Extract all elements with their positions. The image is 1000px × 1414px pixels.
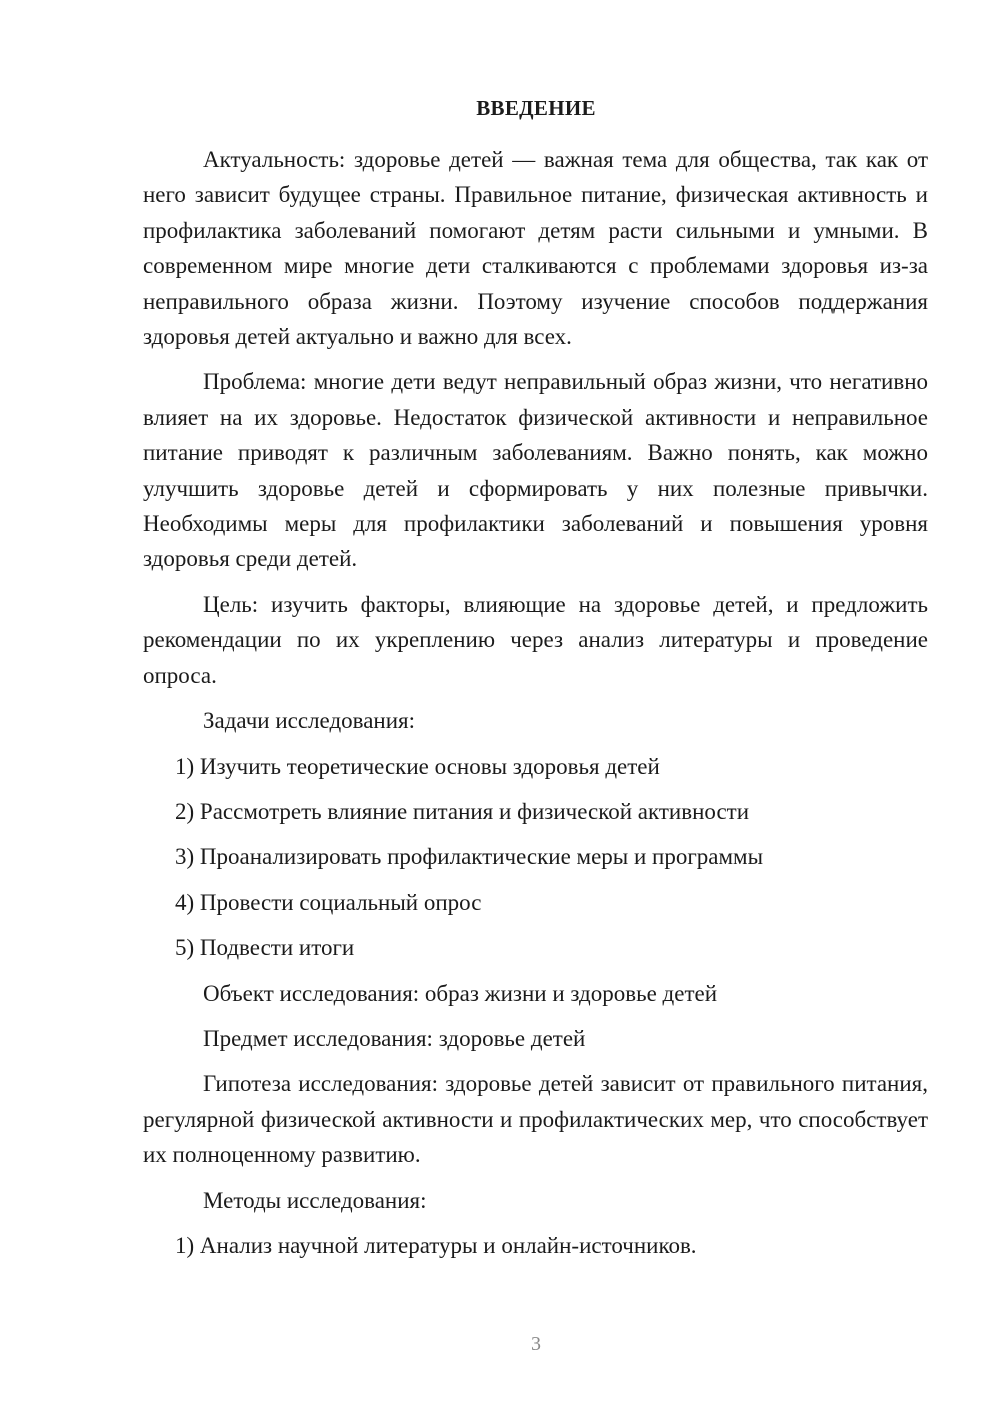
task-item: 3) Проанализировать профилактические меры и программы — [175, 844, 764, 870]
page-number: 3 — [531, 1333, 541, 1355]
task-item: 4) Провести социальный опрос — [175, 889, 482, 915]
page-title: ВВЕДЕНИЕ — [476, 96, 596, 120]
task-item: 1) Изучить теоретические основы здоровья детей — [175, 753, 660, 779]
task-item: 5) Подвести итоги — [175, 935, 355, 961]
document-body — [143, 142, 928, 1273]
hypothesis-paragraph: Гипотеза исследования: здоровье детей зависит от правильного питания, регулярной физической активности и профилактических мер, что способствует их полноценному развитию. — [143, 1071, 928, 1168]
research-subject: Предмет исследования: здоровье детей — [203, 1025, 586, 1051]
methods-heading: Методы исследования: — [203, 1187, 427, 1213]
tasks-heading: Задачи исследования: — [203, 708, 416, 734]
method-item: 1) Анализ научной литературы и онлайн-источников. — [175, 1232, 697, 1258]
research-object: Объект исследования: образ жизни и здоровье детей — [203, 980, 718, 1006]
goal-paragraph: Цель: изучить факторы, влияющие на здоровье детей, и предложить рекомендации по их укреплению через анализ литературы и проведение опроса. — [143, 591, 928, 688]
problem-paragraph: Проблема: многие дети ведут неправильный образ жизни, что негативно влияет на их здоровье. Недостаток физической активности и неправильное питание приводят к различным заболеваниям. Важно понять, как можно улучшить здоровье детей и сформировать у них полезные привычки. Необходимы меры для профилактики заболеваний и повышения уровня здоровья среди детей. — [143, 369, 928, 572]
task-item: 2) Рассмотреть влияние питания и физической активности — [175, 798, 750, 824]
relevance-paragraph: Актуальность: здоровье детей — важная тема для общества, так как от него зависит будущее страны. Правильное питание, физическая активность и профилактика заболеваний помогают детям расти сильными и умными. В современном мире многие дети сталкиваются с проблемами здоровья из-за неправильного образа жизни. Поэтому изучение способов поддержания здоровья детей актуально и важно для всех. — [143, 147, 928, 350]
